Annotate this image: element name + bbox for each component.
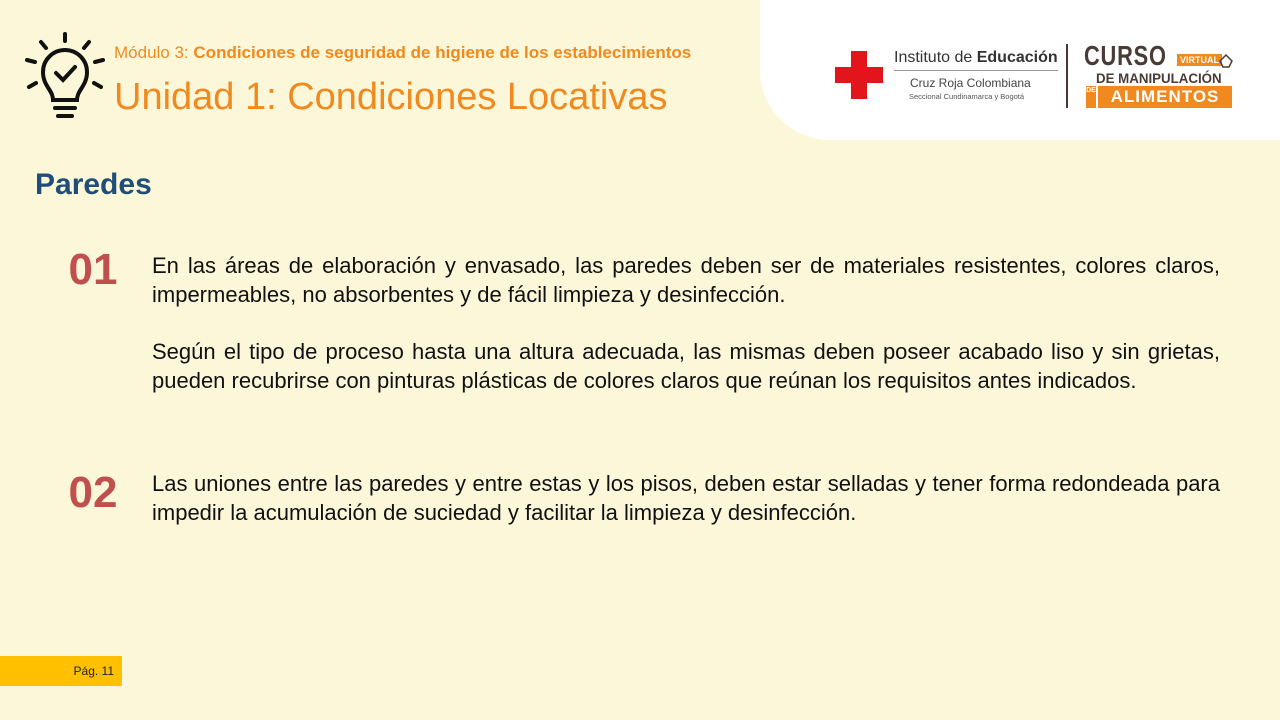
paragraph: En las áreas de elaboración y envasado, las paredes deben ser de materiales resistentes, colores claros, impermeables, no absorbentes y de fácil limpieza y desinfección.	[152, 253, 1220, 307]
paragraph: Las uniones entre las paredes y entre estas y los pisos, deben estar selladas y tener forma redondeada para impedir la acumulación de suciedad y facilitar la limpieza y desinfección.	[152, 471, 1220, 525]
unit-title: Unidad 1: Condiciones Locativas	[114, 76, 668, 118]
module-prefix: Módulo 3:	[114, 43, 189, 62]
item-number: 02	[68, 468, 118, 517]
logo-divider	[1066, 44, 1068, 108]
page-label: Pág. 11	[73, 664, 114, 678]
institute-bold: Educación	[976, 49, 1058, 66]
de-vertical-text: DE	[1086, 86, 1096, 108]
module-heading	[114, 43, 691, 63]
item-number: 01	[68, 245, 118, 294]
course-logo	[832, 40, 1242, 115]
paragraph: Según el tipo de proceso hasta una altura adecuada, las mismas deben poseer acabado liso y sin grietas, pueden recubrirse con pinturas plásticas de colores claros que reúnan los requisitos antes indicados.	[152, 339, 1220, 393]
hand-pointer-icon	[1217, 52, 1235, 70]
module-title: Condiciones de seguridad de higiene de los establecimientos	[193, 43, 692, 62]
org-section: Seccional Cundinamarca y Bogotá	[909, 92, 1025, 101]
virtual-tag: VIRTUAL	[1177, 54, 1222, 66]
section-title: Paredes	[35, 168, 152, 201]
institute-name	[894, 49, 1058, 71]
org-name: Cruz Roja Colombiana	[910, 76, 1031, 90]
de-manipulacion-text: DE MANIPULACIÓN	[1096, 70, 1222, 86]
institute-prefix: Instituto de	[894, 49, 973, 66]
page-number-tag	[0, 656, 122, 686]
red-cross-icon	[835, 51, 883, 99]
lightbulb-check-icon	[24, 32, 106, 122]
alimentos-banner: ALIMENTOS	[1098, 86, 1232, 108]
curso-text: CURSO	[1084, 40, 1167, 71]
